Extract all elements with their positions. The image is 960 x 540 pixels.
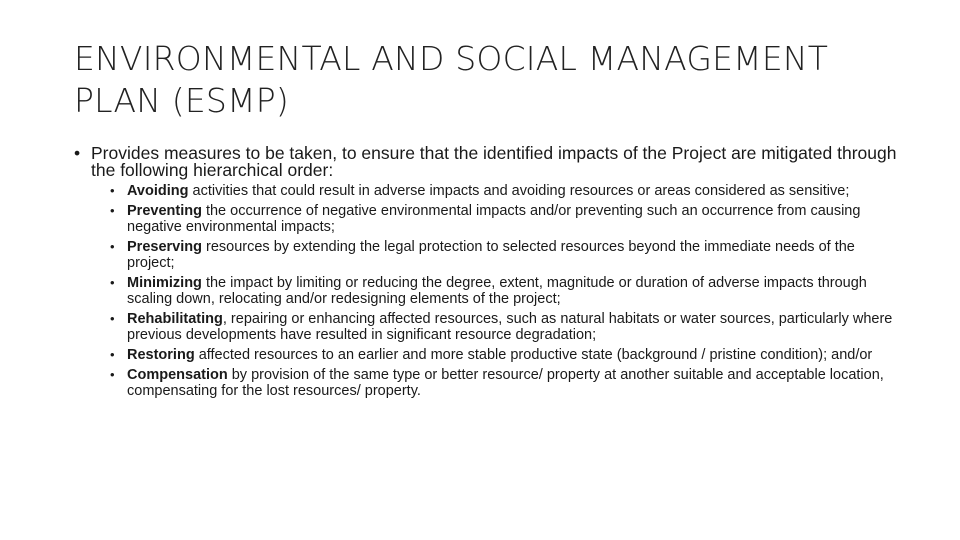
bullet-icon: •: [110, 203, 115, 218]
item-text: activities that could result in adverse impacts and avoiding resources or areas considered as sensitive;: [188, 183, 850, 199]
list-item-rehabilitating: [110, 311, 904, 343]
item-text: the occurrence of negative environmental impacts and/or preventing such an occurrence from causing negative environmental impacts;: [127, 203, 861, 235]
item-text: the impact by limiting or reducing the degree, extent, magnitude or duration of adverse impacts through scaling down, relocating and/or redesigning elements of the project;: [127, 275, 867, 307]
lead-paragraph: [74, 145, 904, 179]
item-term: Rehabilitating: [127, 311, 223, 327]
bullet-icon: •: [74, 143, 81, 163]
list-item-preventing: [110, 203, 904, 235]
mitigation-hierarchy-list: [74, 183, 904, 399]
slide-title: ENVIRONMENTAL AND SOCIAL MANAGEMENT PLAN (ESMP): [74, 39, 829, 120]
item-term: Restoring: [127, 347, 195, 363]
item-term: Compensation: [127, 367, 228, 383]
item-term: Preserving: [127, 239, 202, 255]
slide-body: [74, 145, 904, 403]
item-term: Minimizing: [127, 275, 202, 291]
bullet-icon: •: [110, 311, 115, 326]
list-item-compensation: [110, 367, 904, 399]
list-item-restoring: [110, 347, 904, 363]
bullet-icon: •: [110, 239, 115, 254]
item-term: Avoiding: [127, 183, 189, 199]
bullet-icon: •: [110, 347, 115, 362]
item-text: by provision of the same type or better resource/ property at another suitable and acceptable location, compensating for the lost resources/ property.: [127, 367, 884, 399]
bullet-icon: •: [110, 275, 115, 290]
item-term: Preventing: [127, 203, 202, 219]
item-text: , repairing or enhancing affected resources, such as natural habitats or water sources, particularly where previous developments have resulted in significant resource degradation;: [127, 311, 893, 343]
lead-text: Provides measures to be taken, to ensure that the identified impacts of the Project are mitigated through the following hierarchical order:: [91, 143, 897, 180]
bullet-icon: •: [110, 367, 115, 382]
bullet-icon: •: [110, 183, 115, 198]
list-item-minimizing: [110, 275, 904, 307]
list-item-preserving: [110, 239, 904, 271]
list-item-avoiding: [110, 183, 904, 199]
item-text: affected resources to an earlier and more stable productive state (background / pristine condition); and/or: [194, 347, 873, 363]
item-text: resources by extending the legal protection to selected resources beyond the immediate needs of the project;: [127, 239, 855, 271]
